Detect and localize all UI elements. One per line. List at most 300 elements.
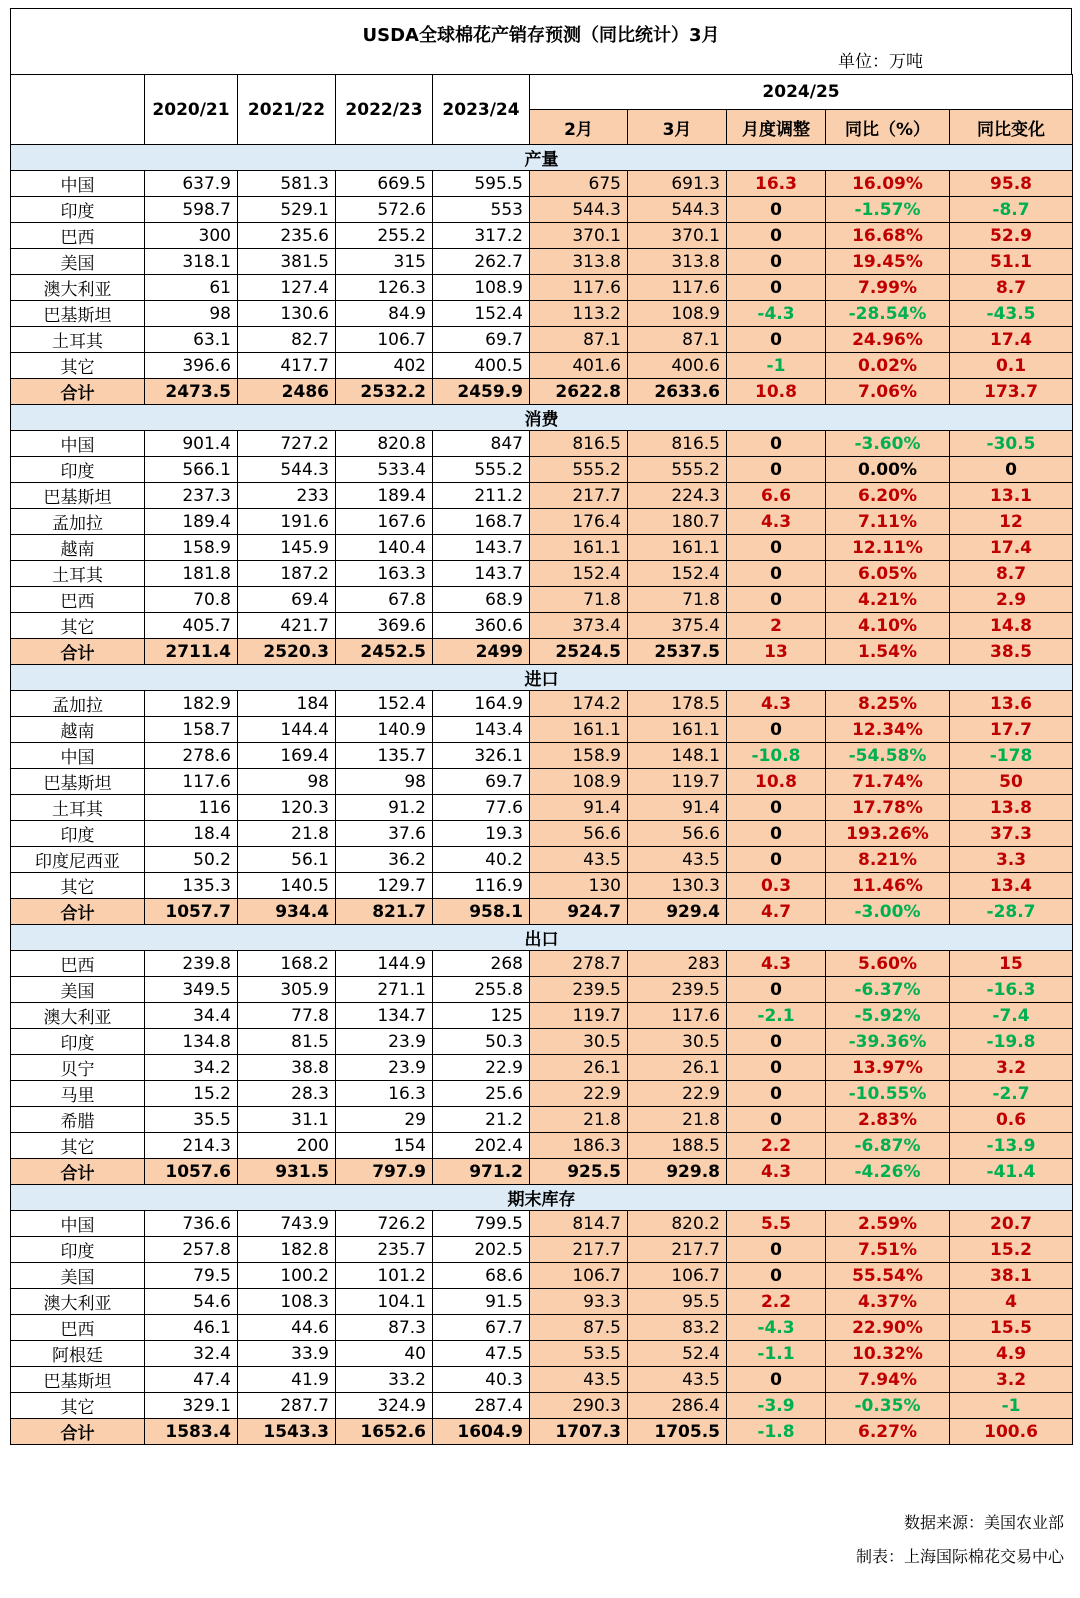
adjust-cell: -3.9: [727, 1393, 826, 1419]
total-change-cell: 1.54%: [826, 639, 950, 665]
value-cell: 87.3: [336, 1315, 433, 1341]
current-value-cell: 106.7: [530, 1263, 628, 1289]
country-name: 其它: [11, 613, 145, 639]
yoy-change-cell: 0.1: [950, 353, 1073, 379]
yoy-change-cell: 13.1: [950, 483, 1073, 509]
table-row: [11, 847, 1073, 873]
yoy-change-cell: 8.7: [950, 561, 1073, 587]
value-cell: 405.7: [145, 613, 238, 639]
value-cell: 108.9: [433, 275, 530, 301]
value-cell: 317.2: [433, 223, 530, 249]
total-value-cell: 821.7: [336, 899, 433, 925]
total-label: 合计: [11, 379, 145, 405]
yoy-change-cell: -13.9: [950, 1133, 1073, 1159]
table-row: [11, 1081, 1073, 1107]
value-cell: 736.6: [145, 1211, 238, 1237]
value-cell: 98: [336, 769, 433, 795]
current-value-cell: 370.1: [628, 223, 727, 249]
value-cell: 98: [145, 301, 238, 327]
current-value-cell: 26.1: [628, 1055, 727, 1081]
total-value-cell: 2499: [433, 639, 530, 665]
table-row: [11, 1133, 1073, 1159]
yoy-pct-cell: -10.55%: [826, 1081, 950, 1107]
value-cell: 56.1: [238, 847, 336, 873]
current-value-cell: 239.5: [530, 977, 628, 1003]
value-cell: 187.2: [238, 561, 336, 587]
yoy-change-cell: 13.6: [950, 691, 1073, 717]
total-change-cell: -4.26%: [826, 1159, 950, 1185]
value-cell: 140.4: [336, 535, 433, 561]
value-cell: 134.7: [336, 1003, 433, 1029]
value-cell: 182.8: [238, 1237, 336, 1263]
current-value-cell: 176.4: [530, 509, 628, 535]
country-name: 阿根廷: [11, 1341, 145, 1367]
current-value-cell: 43.5: [530, 1367, 628, 1393]
country-name: 印度: [11, 821, 145, 847]
table-row: [11, 1107, 1073, 1133]
current-value-cell: 286.4: [628, 1393, 727, 1419]
total-value-cell: 929.8: [628, 1159, 727, 1185]
value-cell: 235.6: [238, 223, 336, 249]
value-cell: 164.9: [433, 691, 530, 717]
total-row: [11, 1159, 1073, 1185]
current-value-cell: 375.4: [628, 613, 727, 639]
yoy-change-cell: -30.5: [950, 431, 1073, 457]
yoy-pct-cell: 4.21%: [826, 587, 950, 613]
adjust-cell: -4.3: [727, 301, 826, 327]
yoy-pct-cell: -54.58%: [826, 743, 950, 769]
value-cell: 84.9: [336, 301, 433, 327]
yoy-pct-cell: 0.00%: [826, 457, 950, 483]
table-row: [11, 535, 1073, 561]
current-value-cell: 26.1: [530, 1055, 628, 1081]
current-value-cell: 178.5: [628, 691, 727, 717]
total-change-cell: 173.7: [950, 379, 1073, 405]
value-cell: 820.8: [336, 431, 433, 457]
section-row: [11, 925, 1073, 951]
yoy-pct-cell: 6.05%: [826, 561, 950, 587]
total-value-cell: 1705.5: [628, 1419, 727, 1445]
current-value-cell: 161.1: [628, 535, 727, 561]
current-value-cell: 30.5: [628, 1029, 727, 1055]
value-cell: 278.6: [145, 743, 238, 769]
yoy-pct-cell: 7.99%: [826, 275, 950, 301]
value-cell: 120.3: [238, 795, 336, 821]
current-value-cell: 95.5: [628, 1289, 727, 1315]
yoy-change-cell: 17.4: [950, 327, 1073, 353]
value-cell: 135.7: [336, 743, 433, 769]
value-cell: 360.6: [433, 613, 530, 639]
current-value-cell: 117.6: [628, 1003, 727, 1029]
yoy-pct-cell: -28.54%: [826, 301, 950, 327]
table-row: [11, 301, 1073, 327]
header-yoy-change: 同比变化: [950, 110, 1073, 145]
yoy-pct-cell: 5.60%: [826, 951, 950, 977]
table-body: [11, 145, 1073, 1445]
table-row: [11, 1367, 1073, 1393]
total-change-cell: -1.8: [727, 1419, 826, 1445]
adjust-cell: 0: [727, 977, 826, 1003]
value-cell: 79.5: [145, 1263, 238, 1289]
country-name: 巴基斯坦: [11, 483, 145, 509]
current-value-cell: 313.8: [628, 249, 727, 275]
value-cell: 669.5: [336, 171, 433, 197]
value-cell: 553: [433, 197, 530, 223]
value-cell: 191.6: [238, 509, 336, 535]
table-row: [11, 691, 1073, 717]
country-name: 美国: [11, 1263, 145, 1289]
value-cell: 158.9: [145, 535, 238, 561]
total-change-cell: 13: [727, 639, 826, 665]
adjust-cell: -10.8: [727, 743, 826, 769]
adjust-cell: 4.3: [727, 951, 826, 977]
total-row: [11, 899, 1073, 925]
current-value-cell: 820.2: [628, 1211, 727, 1237]
value-cell: 106.7: [336, 327, 433, 353]
current-value-cell: 814.7: [530, 1211, 628, 1237]
current-value-cell: 108.9: [530, 769, 628, 795]
section-row: [11, 665, 1073, 691]
current-value-cell: 71.8: [628, 587, 727, 613]
current-value-cell: 56.6: [628, 821, 727, 847]
value-cell: 349.5: [145, 977, 238, 1003]
value-cell: 255.2: [336, 223, 433, 249]
value-cell: 287.7: [238, 1393, 336, 1419]
value-cell: 144.4: [238, 717, 336, 743]
value-cell: 68.6: [433, 1263, 530, 1289]
current-value-cell: 555.2: [628, 457, 727, 483]
total-label: 合计: [11, 1419, 145, 1445]
value-cell: 129.7: [336, 873, 433, 899]
yoy-change-cell: -2.7: [950, 1081, 1073, 1107]
value-cell: 184: [238, 691, 336, 717]
current-value-cell: 224.3: [628, 483, 727, 509]
value-cell: 743.9: [238, 1211, 336, 1237]
value-cell: 235.7: [336, 1237, 433, 1263]
value-cell: 329.1: [145, 1393, 238, 1419]
yoy-change-cell: 38.1: [950, 1263, 1073, 1289]
current-value-cell: 313.8: [530, 249, 628, 275]
current-value-cell: 278.7: [530, 951, 628, 977]
country-name: 土耳其: [11, 561, 145, 587]
current-value-cell: 106.7: [628, 1263, 727, 1289]
yoy-change-cell: -8.7: [950, 197, 1073, 223]
adjust-cell: 0: [727, 1263, 826, 1289]
value-cell: 34.4: [145, 1003, 238, 1029]
country-name: 孟加拉: [11, 691, 145, 717]
value-cell: 533.4: [336, 457, 433, 483]
current-value-cell: 283: [628, 951, 727, 977]
value-cell: 369.6: [336, 613, 433, 639]
yoy-change-cell: 14.8: [950, 613, 1073, 639]
current-value-cell: 186.3: [530, 1133, 628, 1159]
adjust-cell: 0: [727, 275, 826, 301]
value-cell: 46.1: [145, 1315, 238, 1341]
current-value-cell: 161.1: [530, 535, 628, 561]
value-cell: 21.2: [433, 1107, 530, 1133]
value-cell: 134.8: [145, 1029, 238, 1055]
value-cell: 117.6: [145, 769, 238, 795]
value-cell: 33.9: [238, 1341, 336, 1367]
current-value-cell: 52.4: [628, 1341, 727, 1367]
title-box: [10, 8, 1072, 74]
value-cell: 68.9: [433, 587, 530, 613]
yoy-pct-cell: 55.54%: [826, 1263, 950, 1289]
current-value-cell: 43.5: [628, 847, 727, 873]
current-value-cell: 152.4: [530, 561, 628, 587]
total-change-cell: -3.00%: [826, 899, 950, 925]
value-cell: 38.8: [238, 1055, 336, 1081]
value-cell: 116: [145, 795, 238, 821]
value-cell: 726.2: [336, 1211, 433, 1237]
total-value-cell: 2532.2: [336, 379, 433, 405]
value-cell: 77.6: [433, 795, 530, 821]
value-cell: 67.8: [336, 587, 433, 613]
country-name: 中国: [11, 1211, 145, 1237]
total-value-cell: 2473.5: [145, 379, 238, 405]
country-name: 越南: [11, 717, 145, 743]
yoy-change-cell: 8.7: [950, 275, 1073, 301]
total-value-cell: 931.5: [238, 1159, 336, 1185]
value-cell: 168.2: [238, 951, 336, 977]
total-change-cell: 100.6: [950, 1419, 1073, 1445]
country-name: 中国: [11, 743, 145, 769]
header-year-4: 2023/24: [433, 75, 530, 145]
value-cell: 40.3: [433, 1367, 530, 1393]
section-title: 消费: [11, 405, 1073, 431]
current-value-cell: 239.5: [628, 977, 727, 1003]
value-cell: 189.4: [336, 483, 433, 509]
country-name: 其它: [11, 1393, 145, 1419]
current-value-cell: 816.5: [530, 431, 628, 457]
value-cell: 381.5: [238, 249, 336, 275]
current-value-cell: 22.9: [628, 1081, 727, 1107]
current-value-cell: 188.5: [628, 1133, 727, 1159]
yoy-pct-cell: -6.87%: [826, 1133, 950, 1159]
report-table-container: [10, 8, 1072, 1566]
adjust-cell: 0: [727, 1029, 826, 1055]
adjust-cell: 0: [727, 431, 826, 457]
current-value-cell: 21.8: [530, 1107, 628, 1133]
yoy-pct-cell: 7.94%: [826, 1367, 950, 1393]
yoy-change-cell: 0.6: [950, 1107, 1073, 1133]
yoy-change-cell: -178: [950, 743, 1073, 769]
country-name: 巴基斯坦: [11, 769, 145, 795]
current-value-cell: 117.6: [530, 275, 628, 301]
adjust-cell: 0: [727, 587, 826, 613]
yoy-pct-cell: -3.60%: [826, 431, 950, 457]
total-label: 合计: [11, 899, 145, 925]
total-label: 合计: [11, 1159, 145, 1185]
value-cell: 135.3: [145, 873, 238, 899]
table-row: [11, 1315, 1073, 1341]
current-value-cell: 152.4: [628, 561, 727, 587]
current-value-cell: 87.1: [628, 327, 727, 353]
value-cell: 25.6: [433, 1081, 530, 1107]
value-cell: 214.3: [145, 1133, 238, 1159]
yoy-change-cell: 17.4: [950, 535, 1073, 561]
value-cell: 69.7: [433, 327, 530, 353]
section-title: 进口: [11, 665, 1073, 691]
total-change-cell: 4.3: [727, 1159, 826, 1185]
yoy-change-cell: 4.9: [950, 1341, 1073, 1367]
value-cell: 34.2: [145, 1055, 238, 1081]
yoy-change-cell: 15: [950, 951, 1073, 977]
value-cell: 145.9: [238, 535, 336, 561]
country-name: 澳大利亚: [11, 1003, 145, 1029]
table-row: [11, 613, 1073, 639]
value-cell: 40.2: [433, 847, 530, 873]
adjust-cell: 4.3: [727, 509, 826, 535]
value-cell: 70.8: [145, 587, 238, 613]
country-name: 孟加拉: [11, 509, 145, 535]
yoy-change-cell: 95.8: [950, 171, 1073, 197]
value-cell: 19.3: [433, 821, 530, 847]
current-value-cell: 691.3: [628, 171, 727, 197]
table-row: [11, 1003, 1073, 1029]
value-cell: 144.9: [336, 951, 433, 977]
country-name: 印度尼西亚: [11, 847, 145, 873]
country-name: 其它: [11, 353, 145, 379]
yoy-pct-cell: 10.32%: [826, 1341, 950, 1367]
yoy-change-cell: 13.8: [950, 795, 1073, 821]
yoy-pct-cell: 4.10%: [826, 613, 950, 639]
yoy-pct-cell: 8.25%: [826, 691, 950, 717]
total-value-cell: 925.5: [530, 1159, 628, 1185]
current-value-cell: 148.1: [628, 743, 727, 769]
adjust-cell: -2.1: [727, 1003, 826, 1029]
current-value-cell: 130: [530, 873, 628, 899]
adjust-cell: 0: [727, 197, 826, 223]
yoy-change-cell: -1: [950, 1393, 1073, 1419]
current-value-cell: 43.5: [530, 847, 628, 873]
header-monthly-adjust: 月度调整: [727, 110, 826, 145]
value-cell: 69.7: [433, 769, 530, 795]
current-value-cell: 290.3: [530, 1393, 628, 1419]
value-cell: 41.9: [238, 1367, 336, 1393]
header-feb: 2月: [530, 110, 628, 145]
current-value-cell: 161.1: [628, 717, 727, 743]
adjust-cell: 0: [727, 795, 826, 821]
adjust-cell: 6.6: [727, 483, 826, 509]
value-cell: 233: [238, 483, 336, 509]
country-name: 土耳其: [11, 327, 145, 353]
cotton-forecast-table: [10, 74, 1073, 1445]
yoy-pct-cell: -6.37%: [826, 977, 950, 1003]
current-value-cell: 117.6: [628, 275, 727, 301]
section-title: 期末库存: [11, 1185, 1073, 1211]
header-mar: 3月: [628, 110, 727, 145]
current-value-cell: 158.9: [530, 743, 628, 769]
total-value-cell: 924.7: [530, 899, 628, 925]
total-value-cell: 2711.4: [145, 639, 238, 665]
adjust-cell: 0: [727, 223, 826, 249]
value-cell: 54.6: [145, 1289, 238, 1315]
table-row: [11, 1211, 1073, 1237]
yoy-change-cell: 15.5: [950, 1315, 1073, 1341]
adjust-cell: 5.5: [727, 1211, 826, 1237]
yoy-change-cell: 2.9: [950, 587, 1073, 613]
header-year-2: 2021/22: [238, 75, 336, 145]
value-cell: 16.3: [336, 1081, 433, 1107]
yoy-change-cell: 51.1: [950, 249, 1073, 275]
country-name: 巴基斯坦: [11, 1367, 145, 1393]
total-value-cell: 1543.3: [238, 1419, 336, 1445]
total-value-cell: 929.4: [628, 899, 727, 925]
value-cell: 32.4: [145, 1341, 238, 1367]
table-row: [11, 171, 1073, 197]
yoy-pct-cell: 12.34%: [826, 717, 950, 743]
value-cell: 37.6: [336, 821, 433, 847]
adjust-cell: 0: [727, 457, 826, 483]
country-name: 土耳其: [11, 795, 145, 821]
value-cell: 33.2: [336, 1367, 433, 1393]
current-value-cell: 87.1: [530, 327, 628, 353]
current-value-cell: 555.2: [530, 457, 628, 483]
value-cell: 47.5: [433, 1341, 530, 1367]
total-value-cell: 1707.3: [530, 1419, 628, 1445]
value-cell: 36.2: [336, 847, 433, 873]
value-cell: 127.4: [238, 275, 336, 301]
country-name: 美国: [11, 977, 145, 1003]
table-row: [11, 249, 1073, 275]
yoy-pct-cell: 193.26%: [826, 821, 950, 847]
value-cell: 799.5: [433, 1211, 530, 1237]
adjust-cell: 0: [727, 821, 826, 847]
table-row: [11, 327, 1073, 353]
value-cell: 200: [238, 1133, 336, 1159]
country-name: 马里: [11, 1081, 145, 1107]
table-row: [11, 509, 1073, 535]
value-cell: 257.8: [145, 1237, 238, 1263]
yoy-pct-cell: 16.09%: [826, 171, 950, 197]
value-cell: 143.7: [433, 535, 530, 561]
value-cell: 31.1: [238, 1107, 336, 1133]
yoy-change-cell: 3.2: [950, 1367, 1073, 1393]
value-cell: 143.7: [433, 561, 530, 587]
yoy-change-cell: 52.9: [950, 223, 1073, 249]
yoy-change-cell: -16.3: [950, 977, 1073, 1003]
total-value-cell: 1583.4: [145, 1419, 238, 1445]
adjust-cell: 0: [727, 847, 826, 873]
value-cell: 202.5: [433, 1237, 530, 1263]
value-cell: 202.4: [433, 1133, 530, 1159]
total-label: 合计: [11, 639, 145, 665]
value-cell: 140.5: [238, 873, 336, 899]
value-cell: 727.2: [238, 431, 336, 457]
adjust-cell: 0: [727, 1055, 826, 1081]
value-cell: 152.4: [433, 301, 530, 327]
unit-label: 单位：万吨: [838, 52, 923, 72]
value-cell: 287.4: [433, 1393, 530, 1419]
value-cell: 143.4: [433, 717, 530, 743]
header-year-1: 2020/21: [145, 75, 238, 145]
header-year-3: 2022/23: [336, 75, 433, 145]
yoy-pct-cell: 24.96%: [826, 327, 950, 353]
current-value-cell: 21.8: [628, 1107, 727, 1133]
value-cell: 182.9: [145, 691, 238, 717]
yoy-pct-cell: 19.45%: [826, 249, 950, 275]
value-cell: 544.3: [238, 457, 336, 483]
country-name: 巴西: [11, 951, 145, 977]
current-value-cell: 370.1: [530, 223, 628, 249]
adjust-cell: 4.3: [727, 691, 826, 717]
yoy-change-cell: 12: [950, 509, 1073, 535]
value-cell: 211.2: [433, 483, 530, 509]
country-name: 巴基斯坦: [11, 301, 145, 327]
adjust-cell: 16.3: [727, 171, 826, 197]
current-value-cell: 91.4: [628, 795, 727, 821]
